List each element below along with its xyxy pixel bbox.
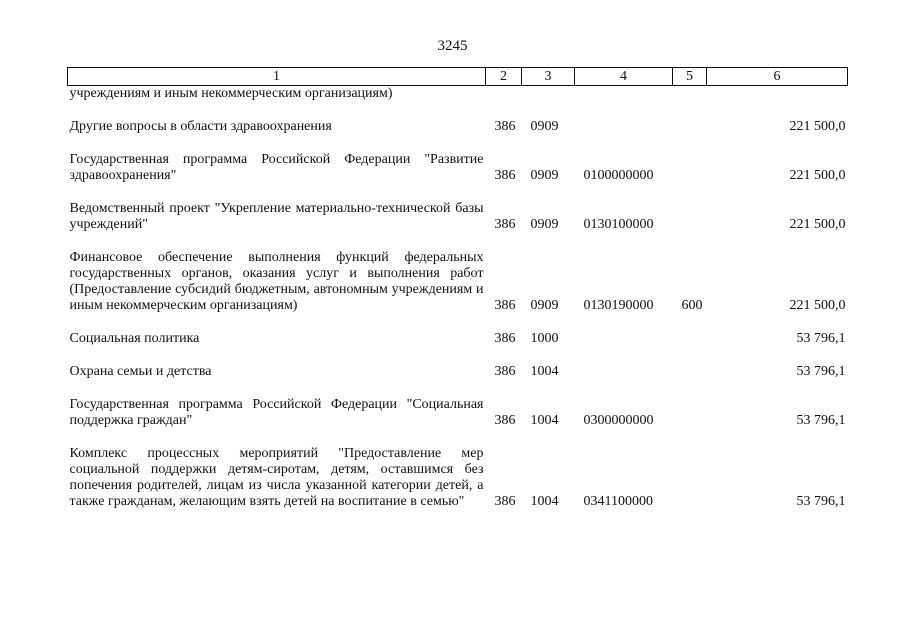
row-vr bbox=[673, 380, 707, 429]
row-gr: 386 bbox=[494, 168, 516, 183]
row-name: Государственная программа Российской Федерации "Социальная поддержка граждан" bbox=[69, 397, 484, 428]
table-row bbox=[68, 233, 848, 314]
row-amount: 221 500,0 bbox=[789, 217, 846, 232]
table-body bbox=[68, 86, 848, 511]
row-name: Охрана семьи и детства bbox=[69, 364, 212, 379]
continuation-text: учреждениям и иным некоммерческим организациям) bbox=[69, 86, 393, 101]
page-number: 3245 bbox=[437, 38, 468, 54]
row-rz: 1000 bbox=[530, 331, 559, 346]
row-amount: 221 500,0 bbox=[789, 119, 846, 134]
row-vr bbox=[673, 184, 707, 233]
row-name: Ведомственный проект "Укрепление материально-технической базы учреждений" bbox=[69, 201, 484, 232]
table-row bbox=[68, 380, 848, 429]
row-amount: 53 796,1 bbox=[796, 413, 846, 428]
row-csr: 0300000000 bbox=[583, 413, 654, 428]
table-row bbox=[68, 347, 848, 380]
table-header bbox=[68, 68, 848, 86]
table-row bbox=[68, 429, 848, 510]
row-gr: 386 bbox=[494, 413, 516, 428]
row-name: Комплекс процессных мероприятий "Предоставление мер социальной поддержки детям-сиротам, детям, оставшимся без попечения родителей, лицам из числа указанной категории детей, а также гражданам, желающим взять детей на воспитание в семью" bbox=[69, 446, 484, 509]
header-col-1: 1 bbox=[68, 68, 486, 86]
header-col-5: 5 bbox=[673, 68, 707, 86]
row-amount: 53 796,1 bbox=[796, 331, 846, 346]
row-csr: 0130190000 bbox=[583, 298, 654, 313]
row-amount: 221 500,0 bbox=[789, 168, 846, 183]
row-name: Другие вопросы в области здравоохранения bbox=[69, 119, 332, 134]
row-vr bbox=[673, 135, 707, 184]
row-amount: 53 796,1 bbox=[796, 494, 846, 509]
row-gr: 386 bbox=[494, 298, 516, 313]
row-name: Социальная политика bbox=[69, 331, 200, 346]
row-rz: 0909 bbox=[530, 298, 559, 313]
row-gr: 386 bbox=[494, 217, 516, 232]
row-csr: 0341100000 bbox=[583, 494, 653, 509]
row-csr bbox=[575, 314, 673, 347]
row-rz: 1004 bbox=[530, 364, 559, 379]
row-gr: 386 bbox=[494, 331, 516, 346]
row-amount: 53 796,1 bbox=[796, 364, 846, 379]
row-csr bbox=[575, 347, 673, 380]
row-csr: 0130100000 bbox=[583, 217, 654, 232]
header-row bbox=[68, 68, 848, 86]
row-rz: 0909 bbox=[530, 217, 559, 232]
header-col-2: 2 bbox=[486, 68, 522, 86]
header-col-3: 3 bbox=[522, 68, 575, 86]
row-vr bbox=[673, 429, 707, 510]
table-row bbox=[68, 314, 848, 347]
row-gr: 386 bbox=[494, 119, 516, 134]
row-vr bbox=[673, 314, 707, 347]
header-col-4: 4 bbox=[575, 68, 673, 86]
budget-table bbox=[67, 67, 848, 510]
row-csr bbox=[575, 102, 673, 135]
row-vr bbox=[673, 102, 707, 135]
row-rz: 0909 bbox=[530, 119, 559, 134]
table-row bbox=[68, 184, 848, 233]
row-amount: 221 500,0 bbox=[789, 298, 846, 313]
row-gr: 386 bbox=[494, 494, 516, 509]
row-vr: 600 bbox=[681, 298, 703, 313]
table-row bbox=[68, 102, 848, 135]
row-name: Финансовое обеспечение выполнения функций федеральных государственных органов, оказания услуг и выполнения работ (Предоставление субсидий бюджетным, автономным учреждениям и иным некоммерческим организациям) bbox=[69, 250, 484, 313]
row-rz: 0909 bbox=[530, 168, 559, 183]
row-gr: 386 bbox=[494, 364, 516, 379]
table-row bbox=[68, 135, 848, 184]
header-col-6: 6 bbox=[707, 68, 848, 86]
row-vr bbox=[673, 347, 707, 380]
row-csr: 0100000000 bbox=[583, 168, 654, 183]
row-rz: 1004 bbox=[530, 413, 559, 428]
continuation-row bbox=[68, 86, 848, 103]
row-name: Государственная программа Российской Федерации "Развитие здравоохранения" bbox=[69, 152, 484, 183]
row-rz: 1004 bbox=[530, 494, 559, 509]
